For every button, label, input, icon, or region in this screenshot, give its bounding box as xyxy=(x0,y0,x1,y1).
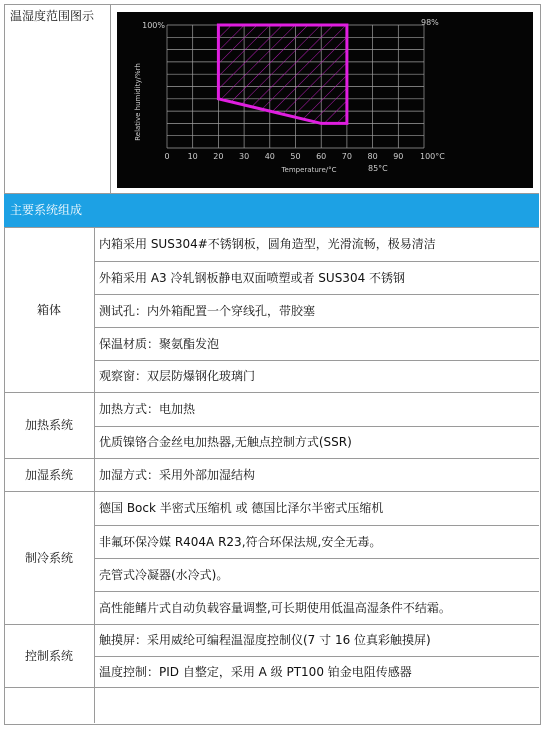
annotation-98: 98% xyxy=(421,18,439,27)
row-divider xyxy=(4,392,539,393)
humidity-temperature-chart xyxy=(117,12,533,188)
row-divider xyxy=(94,360,539,361)
row-divider xyxy=(94,327,539,328)
x-tick-labels xyxy=(164,152,445,161)
header-divider xyxy=(110,4,111,193)
y-tick-label: 100% xyxy=(142,21,165,30)
row-divider xyxy=(4,491,539,492)
x-axis-label: Temperature/°C xyxy=(281,166,337,174)
operating-range-area xyxy=(218,25,347,123)
x-tick-label: 90 xyxy=(393,152,404,161)
spec-item: 测试孔：内外箱配置一个穿线孔，带胶塞 xyxy=(99,303,316,318)
spec-item: 壳管式冷凝器(水冷式)。 xyxy=(99,567,229,582)
x-tick-label: 20 xyxy=(213,152,224,161)
spec-item: 保温材质：聚氨酯发泡 xyxy=(99,336,220,351)
row-divider xyxy=(94,525,539,526)
x-tick-label: 70 xyxy=(341,152,352,161)
x-tick-label: 50 xyxy=(290,152,301,161)
row-divider xyxy=(4,458,539,459)
group-column-divider xyxy=(94,227,95,723)
row-divider xyxy=(4,624,539,625)
spec-item: 温度控制：PID 自整定，采用 A 级 PT100 铂金电阻传感器 xyxy=(99,664,412,679)
group-label-control: 控制系统 xyxy=(24,648,73,663)
spec-item: 德国 Bock 半密式压缩机 或 德国比泽尔半密式压缩机 xyxy=(99,501,384,515)
spec-item: 外箱采用 A3 冷轧钢板静电双面喷塑或者 SUS304 不锈钢 xyxy=(99,270,406,285)
y-axis-label: Relative humidity/%rh xyxy=(134,63,142,141)
row-divider xyxy=(4,687,539,688)
x-tick-label: 40 xyxy=(264,152,275,161)
row-divider xyxy=(94,294,539,295)
row-divider xyxy=(94,558,539,559)
spec-item: 加热方式：电加热 xyxy=(99,402,196,416)
annotation-85c: 85°C xyxy=(368,164,388,173)
header-label: 温湿度范围图示 xyxy=(10,9,95,23)
spec-item: 非氟环保冷媒 R404A R23,符合环保法规,安全无毒。 xyxy=(99,534,382,549)
chart-svg xyxy=(117,12,533,188)
section-header: 主要系统组成 xyxy=(4,194,539,227)
group-label-cooling: 制冷系统 xyxy=(24,550,73,565)
row-divider xyxy=(94,426,539,427)
spec-item: 内箱采用 SUS304#不锈钢板，圆角造型，光滑流畅，极易清洁 xyxy=(99,237,436,251)
x-tick-label: 10 xyxy=(187,152,198,161)
divider xyxy=(4,227,539,228)
spec-item: 加湿方式：采用外部加湿结构 xyxy=(99,467,256,482)
x-tick-label: 80 xyxy=(367,152,378,161)
y-tick-labels xyxy=(142,21,165,30)
spec-item: 高性能鳍片式自动负载容量调整,可长期使用低温高湿条件不结霜。 xyxy=(99,600,451,615)
x-tick-label: 30 xyxy=(239,152,250,161)
x-tick-label: 100°C xyxy=(420,152,445,161)
spec-item: 观察窗：双层防爆钢化玻璃门 xyxy=(99,369,256,383)
spec-item: 触摸屏：采用威纶可编程温湿度控制仪(7 寸 16 位真彩触摸屏) xyxy=(99,633,431,647)
row-divider xyxy=(94,261,539,262)
group-label-heating: 加热系统 xyxy=(24,418,73,432)
x-tick-label: 0 xyxy=(164,152,170,161)
spec-item: 优质镍铬合金丝电加热器,无触点控制方式(SSR) xyxy=(99,435,352,449)
row-divider xyxy=(94,656,539,657)
group-label-humidify: 加湿系统 xyxy=(24,467,73,482)
group-label-box: 箱体 xyxy=(36,302,61,317)
x-tick-label: 60 xyxy=(316,152,327,161)
row-divider xyxy=(94,591,539,592)
spec-table xyxy=(4,4,541,725)
